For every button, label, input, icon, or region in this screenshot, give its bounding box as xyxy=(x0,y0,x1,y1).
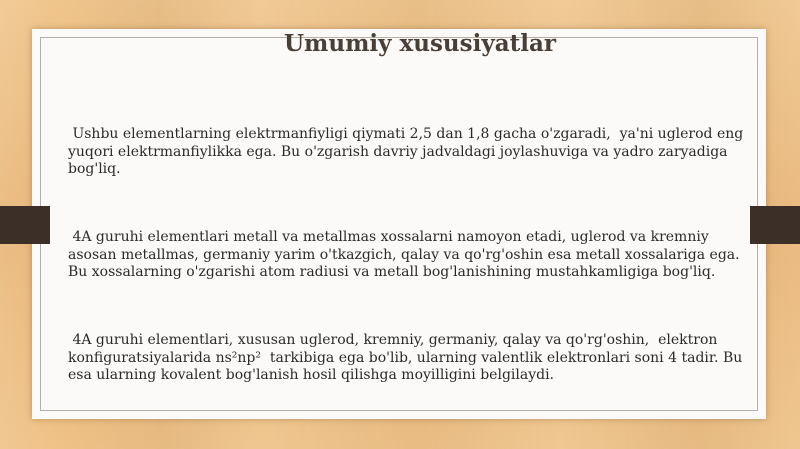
slide-title: Umumiy xususiyatlar xyxy=(283,30,556,57)
paragraph-electronegativity: Ushbu elementlarning elektrmanfiyligi qiymati 2,5 dan 1,8 gacha o'zgaradi, ya'ni uglerod eng yuqori elektrmanfiylikka ega. Bu o'zgarish davriy jadvaldagi joylashuviga va yadro zaryadiga bog'liq. xyxy=(68,126,748,177)
paragraph-electron-configuration: 4A guruhi elementlari, xususan uglerod, kremniy, germaniy, qalay va qo'rg'oshin, elektron konfiguratsiyalarida ns²np² tarkibiga ega bo'lib, ularning valentlik elektronlari soni 4 tadir. Bu esa ularning kovalent bog'lanish hosil qilishga moyilligini belgilaydi. xyxy=(68,332,747,383)
left-side-tab xyxy=(0,206,50,244)
paragraph-metallic-properties: 4A guruhi elementlari metall va metallmas xossalarni namoyon etadi, uglerod va kremniy asosan metallmas, germaniy yarim o'tkazgich, qalay va qo'rg'oshin esa metall xossalariga ega. Bu xossalarning o'zgarishi atom radiusi va metall bog'lanishining mustahkamligiga bog'liq. xyxy=(68,229,745,280)
